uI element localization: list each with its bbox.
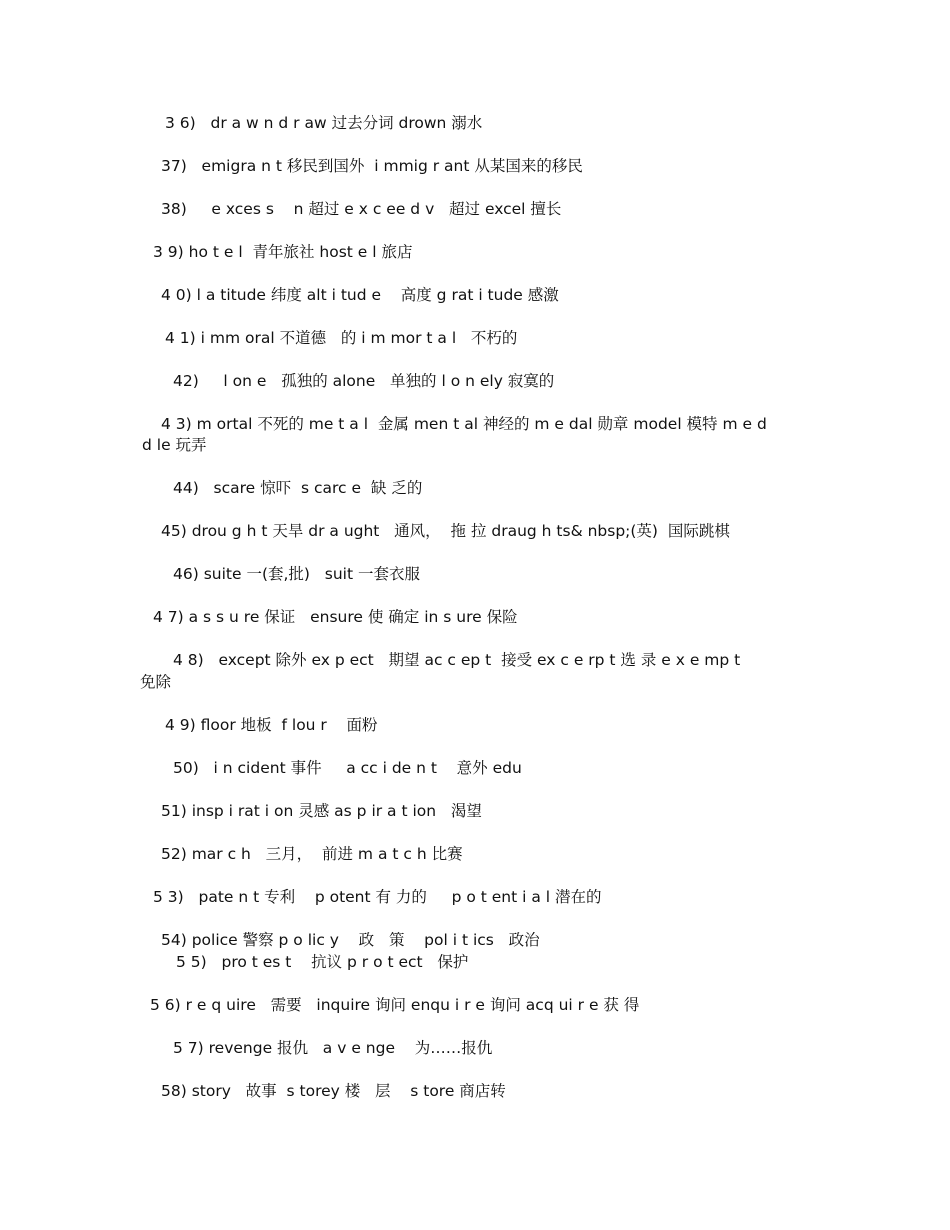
entry-52: 52) mar c h 三月， 前进 m a t c h 比赛	[161, 845, 463, 863]
entry-41: 4 1) i mm oral 不道德 的 i m mor t a l 不朽的	[165, 329, 518, 347]
entry-36: 3 6) dr a w n d r aw 过去分词 drown 溺水	[165, 114, 483, 132]
entry-43: 4 3) m ortal 不死的 me t a l 金属 men t al 神经的 m e dal 勋章 model 模特 m e d	[161, 415, 767, 433]
entry-37: 37) emigra n t 移民到国外 i mmig r ant 从某国来的移民	[161, 157, 583, 175]
entry-50: 50) i n cident 事件 a cc i de n t 意外 edu	[173, 759, 522, 777]
entry-55: 5 5) pro t es t 抗议 p r o t ect 保护	[176, 953, 469, 971]
entry-48: 4 8) except 除外 ex p ect 期望 ac c ep t 接受 ex c e rp t 选 录 e x e mp t	[173, 651, 741, 669]
entry-51: 51) insp i rat i on 灵感 as p ir a t ion 渴望	[161, 802, 482, 820]
entry-44: 44) scare 惊吓 s carc e 缺 乏的	[173, 479, 423, 497]
entry-43-continuation: d le 玩弄	[142, 436, 207, 454]
entry-53: 5 3) pate n t 专利 p otent 有 力的 p o t ent i a l 潜在的	[153, 888, 602, 906]
entry-57: 5 7) revenge 报仇 a v e nge 为……报仇	[173, 1039, 493, 1057]
entry-45: 45) drou g h t 天旱 dr a ught 通风， 拖 拉 draug h ts& nbsp;(英) 国际跳棋	[161, 522, 730, 540]
entry-58: 58) story 故事 s torey 楼 层 s tore 商店转	[161, 1082, 506, 1100]
entry-39: 3 9) ho t e l 青年旅社 host e l 旅店	[153, 243, 413, 261]
entry-40: 4 0) l a titude 纬度 alt i tud e 高度 g rat i tude 感激	[161, 286, 559, 304]
entry-48-continuation: 免除	[140, 673, 172, 691]
entry-56: 5 6) r e q uire 需要 inquire 询问 enqu i r e 询问 acq ui r e 获 得	[150, 996, 640, 1014]
entry-46: 46) suite 一(套,批) suit 一套衣服	[173, 565, 420, 583]
entry-38: 38) e xces s n 超过 e x c ee d v 超过 excel 擅长	[161, 200, 562, 218]
entry-54: 54) police 警察 p o lic y 政 策 pol i t ics 政治	[161, 931, 540, 949]
entry-47: 4 7) a s s u re 保证 ensure 使 确定 in s ure 保险	[153, 608, 518, 626]
entry-42: 42) l on e 孤独的 alone 单独的 l o n ely 寂寞的	[173, 372, 555, 390]
entry-49: 4 9) floor 地板 f lou r 面粉	[165, 716, 378, 734]
